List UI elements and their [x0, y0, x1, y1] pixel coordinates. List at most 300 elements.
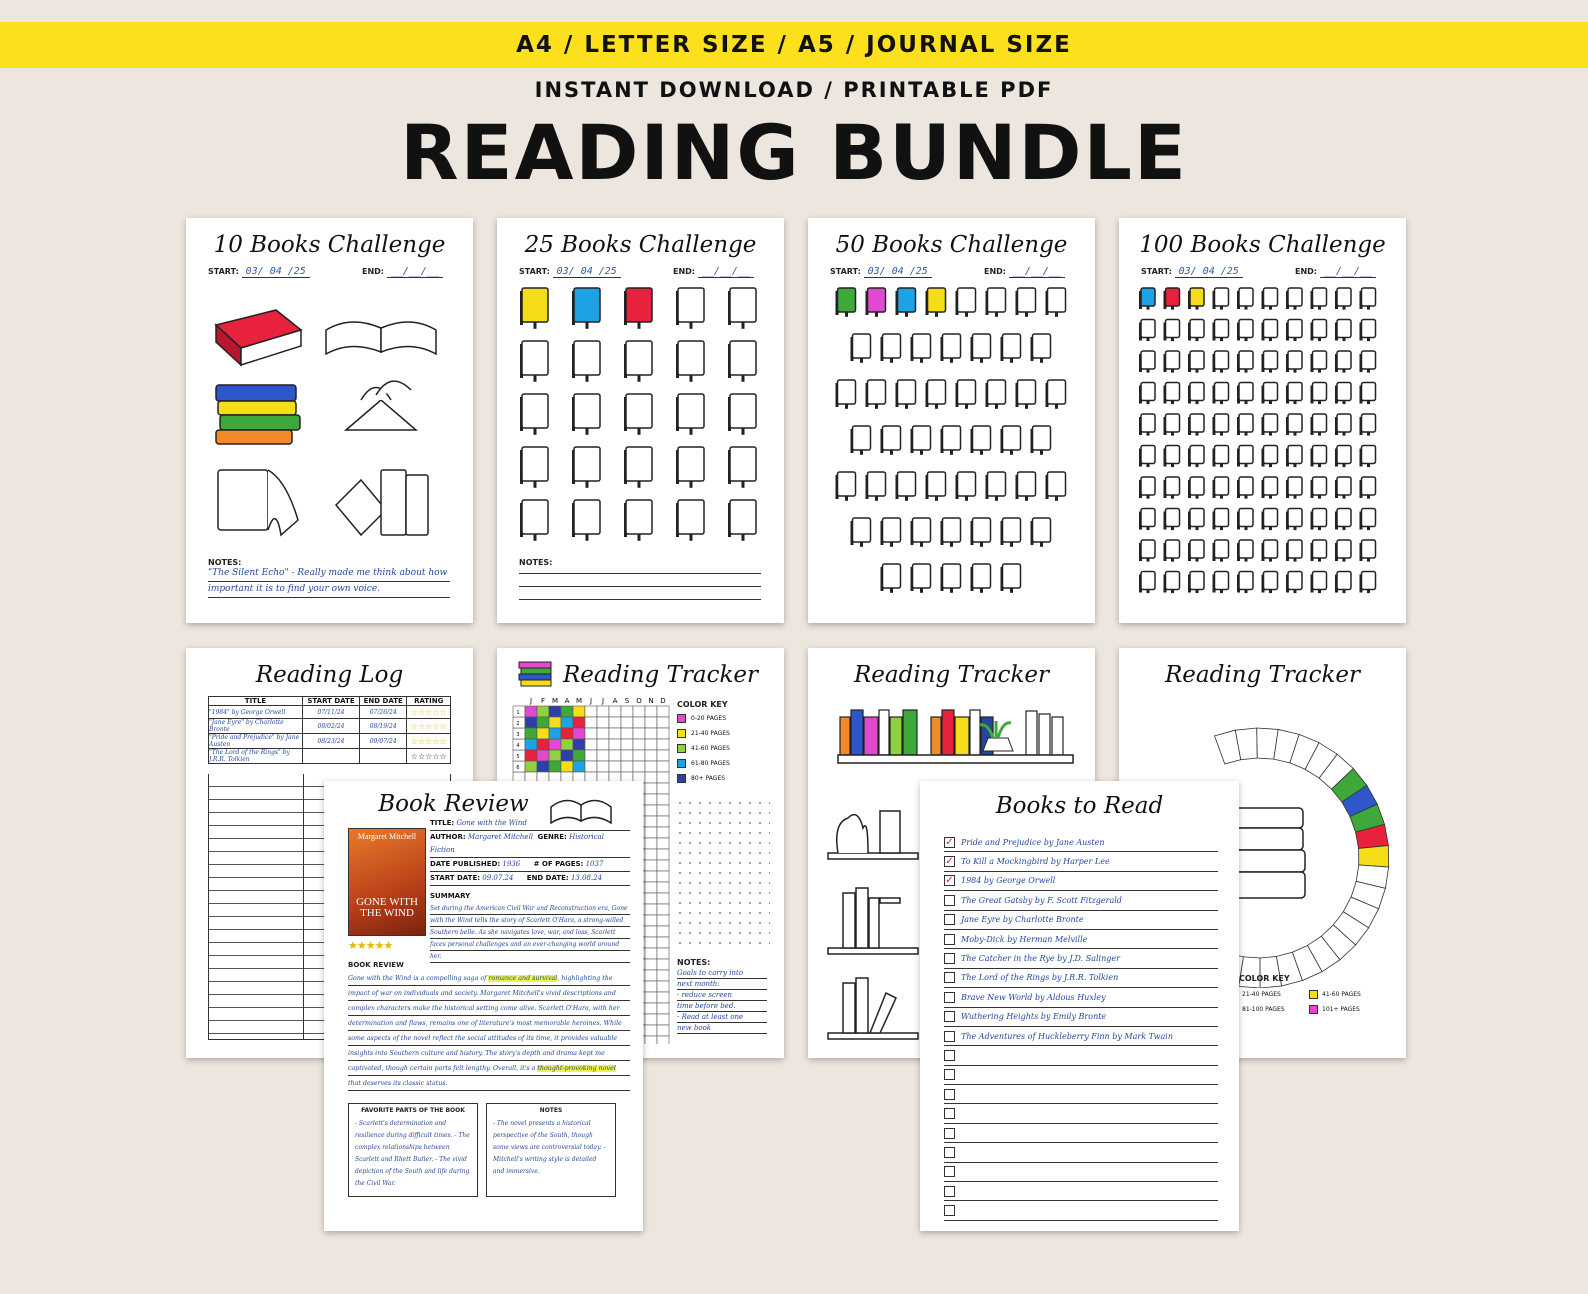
book-slot-icon [971, 564, 991, 593]
shelf-book-icon [864, 717, 878, 755]
tracker-cell [609, 717, 621, 728]
book-slot-icon [728, 500, 756, 541]
checkbox-icon[interactable] [944, 992, 955, 1003]
tracker-cell [657, 948, 669, 959]
book-slot-icon [520, 288, 548, 329]
book-slot-icon [911, 518, 931, 547]
tracker-cell [645, 1036, 657, 1044]
tracker-cell [645, 1003, 657, 1014]
tracker-cell [657, 882, 669, 893]
list-item [944, 988, 1218, 1007]
star-rating-icon: ☆☆☆☆☆ [407, 749, 451, 764]
tracker-cell [537, 706, 549, 717]
book-slot-icon [1311, 509, 1327, 531]
book-slot-icon [676, 500, 704, 541]
book-slot-icon [1213, 383, 1229, 405]
book-slot-icon [1164, 414, 1180, 436]
book-slot-icon [1360, 540, 1376, 562]
tracker-cell [645, 761, 657, 772]
tracker-cell [609, 761, 621, 772]
book-slot-icon [1360, 383, 1376, 405]
book-slot-icon [572, 341, 600, 382]
book-slot-icon [926, 288, 946, 317]
card-title: 10 Books Challenge [213, 232, 446, 258]
book-slot-icon [1139, 414, 1155, 436]
month-label: M [575, 697, 583, 705]
cell-start: 08/23/24 [303, 734, 360, 749]
tracker-cell [657, 926, 669, 937]
shelf-book-icon [840, 717, 850, 755]
book-slot-icon [896, 380, 916, 409]
book-stack-icon [216, 385, 300, 444]
tracker-cell [549, 706, 561, 717]
tracker-cell [645, 1025, 657, 1036]
book-slot-icon [1188, 288, 1204, 310]
tracker-cell [537, 728, 549, 739]
book-slot-icon [1164, 572, 1180, 594]
tracker-cell [657, 706, 669, 717]
book-slot-icon [1016, 380, 1036, 409]
banner-text: A4 / LETTER SIZE / A5 / JOURNAL SIZE [516, 32, 1072, 58]
tracker-cell [621, 739, 633, 750]
card-book-review [324, 781, 643, 1231]
start-date: START: 03/ 04 /25 [519, 266, 621, 277]
book-title: The Lord of the Rings by J.R.R. Tolkien [961, 973, 1119, 983]
book-slot-icon [971, 518, 991, 547]
book-slot-icon [866, 380, 886, 409]
flipping-book-icon [218, 470, 298, 535]
color-key-item [1229, 990, 1299, 999]
tracker-cell [609, 728, 621, 739]
color-key-title: COLOR KEY [677, 700, 728, 709]
tracker-cell [657, 750, 669, 761]
tracker-cell [597, 739, 609, 750]
review-notes-box: NOTES - The novel presents a historical perspective of the South, though some views are controversial today. - Mitchell's writing style is detailed and immersive. [486, 1103, 616, 1197]
book-title: 1984 by George Orwell [961, 876, 1056, 886]
book-slot-icon [1360, 477, 1376, 499]
book-slot-icon [1262, 288, 1278, 310]
list-item [944, 1046, 1218, 1065]
checked-checkbox-icon[interactable]: ✓ [945, 875, 954, 887]
book-slot-icon [1016, 472, 1036, 501]
tracker-cell [561, 728, 573, 739]
book-illustrations [186, 290, 473, 570]
table-row [209, 719, 451, 734]
book-slot-icon [1213, 414, 1229, 436]
book-slot-icon [1139, 477, 1155, 499]
book-slot-icon [1213, 477, 1229, 499]
tracker-cell [573, 706, 585, 717]
checkbox-icon[interactable] [944, 934, 955, 945]
book-title: Brave New World by Aldous Huxley [961, 992, 1106, 1002]
tracker-cell [585, 728, 597, 739]
book-slot-icon [1001, 334, 1021, 363]
shelf-book-icon [851, 710, 863, 755]
book-slot-icon [1286, 351, 1302, 373]
tracker-cell [657, 904, 669, 915]
book-slot-icon [911, 334, 931, 363]
book-slot-icon [520, 447, 548, 488]
start-date: START: 03/ 04 /25 [830, 266, 932, 277]
book-slot-icon [1139, 320, 1155, 342]
checkbox-icon[interactable] [944, 1011, 955, 1022]
book-slot-icon [1237, 414, 1253, 436]
end-date: END: __/__/__ [984, 266, 1065, 277]
color-swatch [1309, 990, 1318, 999]
month-label: J [589, 697, 593, 705]
book-slot-icon [926, 380, 946, 409]
book-slot-icon [1335, 446, 1351, 468]
book-title: The Catcher in the Rye by J.D. Salinger [961, 954, 1120, 964]
month-label: J [601, 697, 605, 705]
book-slot-icon [1188, 477, 1204, 499]
checkbox-icon[interactable] [944, 953, 955, 964]
color-key-item [677, 774, 730, 783]
book-slot-icon [1031, 334, 1051, 363]
month-label: O [636, 697, 642, 705]
tracker-cell [525, 739, 537, 750]
book-slot-icon [1262, 540, 1278, 562]
cell-start: 08/02/24 [303, 719, 360, 734]
shelf-book-icon [970, 710, 980, 755]
day-label: 6 [516, 765, 520, 771]
day-label: 4 [516, 743, 520, 749]
list-item [944, 852, 1218, 871]
book-slot-icon [1046, 380, 1066, 409]
book-slot-icon [941, 334, 961, 363]
book-title: The Adventures of Huckleberry Finn by Mark Twain [961, 1031, 1173, 1041]
book-slot-icon [1335, 572, 1351, 594]
tracker-cell [573, 750, 585, 761]
book-slot-icon [1139, 572, 1155, 594]
book-title: Moby-Dick by Herman Melville [961, 934, 1088, 944]
card-10-books-challenge [186, 218, 473, 623]
book-slot-icon [1335, 288, 1351, 310]
book-slot-icon [836, 288, 856, 317]
book-slot-icon [971, 334, 991, 363]
tracker-cell [657, 992, 669, 1003]
book-slot-icon [1164, 509, 1180, 531]
note-line-2: important it is to find your own voice. [208, 584, 381, 594]
book-slot-icon [986, 472, 1006, 501]
book-slot-icon [1213, 320, 1229, 342]
cell-start: 07/11/24 [303, 706, 360, 719]
book-slot-icon [971, 426, 991, 455]
tracker-cell [657, 739, 669, 750]
book-slot-icon [1237, 351, 1253, 373]
tracker-cell [657, 794, 669, 805]
shelf-book-icon [1039, 714, 1050, 755]
tracker-cell [657, 970, 669, 981]
checkbox-icon[interactable] [944, 1205, 955, 1216]
tracker-cell [657, 915, 669, 926]
book-slot-icon [911, 426, 931, 455]
book-slot-icon [941, 426, 961, 455]
end-date: END: __/__/__ [1295, 266, 1376, 277]
book-slot-icon [1311, 572, 1327, 594]
tracker-cell [657, 761, 669, 772]
color-swatch [1309, 1005, 1318, 1014]
list-item [944, 911, 1218, 930]
tracker-cell [657, 772, 669, 783]
book-slot-icon [836, 472, 856, 501]
shelf-book-icon [931, 717, 941, 755]
card-title: 100 Books Challenge [1139, 232, 1386, 258]
book-slot-icon [1188, 383, 1204, 405]
tracker-cell [561, 739, 573, 750]
tracker-cell [657, 717, 669, 728]
book-slot-icon [572, 447, 600, 488]
book-slot-icon [926, 472, 946, 501]
tracker-cell [621, 717, 633, 728]
card-title: Reading Tracker [562, 662, 759, 688]
checked-checkbox-icon[interactable]: ✓ [945, 856, 954, 868]
book-slot-icon [1286, 383, 1302, 405]
book-slot-icon [1139, 540, 1155, 562]
book-slot-icon [1286, 540, 1302, 562]
book-slot-icon [1188, 351, 1204, 373]
tracker-cell [657, 1014, 669, 1025]
book-slot-icon [1046, 288, 1066, 317]
tracker-cell [645, 860, 657, 871]
tracker-cell [573, 728, 585, 739]
shelf-book-icon [942, 710, 954, 755]
book-slot-icon [1262, 477, 1278, 499]
book-slot-icon [1237, 540, 1253, 562]
checkbox-icon[interactable] [944, 1147, 955, 1158]
book-slot-icon [728, 341, 756, 382]
star-rating-icon: ☆☆☆☆☆ [407, 706, 451, 719]
card-title: Books to Read [995, 793, 1164, 819]
card-title: 50 Books Challenge [835, 232, 1068, 258]
book-slot-icon [1139, 383, 1155, 405]
tracker-cell [597, 706, 609, 717]
tracker-cell [585, 761, 597, 772]
checkbox-icon[interactable] [944, 1069, 955, 1080]
book-title: Wuthering Heights by Emily Bronte [961, 1012, 1107, 1022]
tracker-cell [525, 706, 537, 717]
tracker-cell [537, 750, 549, 761]
book-slot-icon [881, 564, 901, 593]
day-label: 3 [516, 732, 520, 738]
book-slot-icon [1139, 446, 1155, 468]
list-item [944, 930, 1218, 949]
tracker-cell [621, 750, 633, 761]
book-slot-icon [1311, 351, 1327, 373]
book-slot-icon [1360, 509, 1376, 531]
book-slot-icon [881, 426, 901, 455]
card-books-to-read [920, 781, 1239, 1231]
checkbox-icon[interactable] [944, 1128, 955, 1139]
shelf-book-icon [955, 717, 969, 755]
book-slot-icon [1213, 572, 1229, 594]
tracker-cell [573, 761, 585, 772]
tracker-cell [525, 728, 537, 739]
tracker-cell [585, 706, 597, 717]
subtitle: INSTANT DOWNLOAD / PRINTABLE PDF [534, 78, 1054, 102]
tracker-cell [645, 882, 657, 893]
col-title: TITLE [209, 697, 303, 706]
book-slot-icon [1188, 320, 1204, 342]
note-line: new book [677, 1023, 767, 1034]
book-slot-icon [624, 394, 652, 435]
tracker-cell [657, 860, 669, 871]
tracker-cell [597, 750, 609, 761]
notes-label: NOTES: [519, 558, 553, 567]
book-slot-icon [1311, 383, 1327, 405]
book-slot-icon [1237, 446, 1253, 468]
tracker-cell [525, 761, 537, 772]
tracker-cell [609, 739, 621, 750]
empty-shelves-icon [828, 811, 918, 1039]
checkbox-icon[interactable] [944, 1108, 955, 1119]
book-slot-icon [1213, 540, 1229, 562]
book-slot-icon [1164, 320, 1180, 342]
book-slot-icon [836, 380, 856, 409]
note-line: time before bed. [677, 1001, 767, 1012]
checkbox-icon[interactable] [944, 1186, 955, 1197]
checkbox-icon[interactable] [944, 895, 955, 906]
tracker-cell [645, 728, 657, 739]
tracker-cell [549, 761, 561, 772]
book-slot-icon [1311, 540, 1327, 562]
list-item [944, 1085, 1218, 1104]
log-table [208, 696, 451, 764]
tracker-cell [645, 926, 657, 937]
list-item [944, 833, 1218, 852]
tracker-cell [525, 717, 537, 728]
shelf-1 [838, 755, 1073, 763]
tracker-cell [645, 816, 657, 827]
book-title: Pride and Prejudice by Jane Austen [961, 837, 1105, 847]
end-date: END: __/__/__ [673, 266, 754, 277]
book-slot-icon [572, 288, 600, 329]
card-title: Reading Tracker [1164, 662, 1361, 688]
star-rating-icon: ☆☆☆☆☆ [407, 734, 451, 749]
checkbox-icon[interactable] [944, 1031, 955, 1042]
tracker-cell [549, 750, 561, 761]
day-label: 5 [516, 754, 520, 760]
book-slot-icon [1335, 477, 1351, 499]
tracker-cell [657, 937, 669, 948]
book-slot-icon [1286, 446, 1302, 468]
month-label: S [624, 697, 630, 705]
book-slot-icon [1360, 288, 1376, 310]
card-title: Reading Log [255, 662, 404, 688]
tracker-cell [585, 717, 597, 728]
book-title: The Great Gatsby by F. Scott Fitzgerald [961, 895, 1122, 905]
tracker-cell [657, 838, 669, 849]
tracker-cell [633, 750, 645, 761]
book-slot-icon [866, 288, 886, 317]
tracker-cell [645, 827, 657, 838]
book-slot-icon [1286, 320, 1302, 342]
color-key-label: 101+ PAGES [1322, 1006, 1360, 1013]
list-item [944, 1201, 1218, 1220]
start-date: START: 03/ 04 /25 [1141, 266, 1243, 277]
checkbox-icon[interactable] [944, 1089, 955, 1100]
tracker-cell [657, 1036, 669, 1044]
book-slot-icon [1188, 414, 1204, 436]
tracker-cell [561, 706, 573, 717]
tracker-cell [645, 838, 657, 849]
book-slot-icon [851, 426, 871, 455]
color-key-title: COLOR KEY [1239, 974, 1290, 983]
tracker-cell [645, 717, 657, 728]
book-slot-icon [986, 380, 1006, 409]
book-slot-icon [1311, 414, 1327, 436]
book-slot-icon [572, 500, 600, 541]
tracker-cell [657, 959, 669, 970]
list-item [944, 891, 1218, 910]
books-to-read-list [944, 833, 1218, 1221]
tracker-cell [645, 794, 657, 805]
checkbox-icon[interactable] [944, 1050, 955, 1061]
book-slot-icon [1164, 540, 1180, 562]
end-date: END: __/__/__ [362, 266, 443, 277]
book-slot-icon [851, 334, 871, 363]
month-label: J [529, 697, 533, 705]
book-slot-icon [911, 564, 931, 593]
book-slot-icon [881, 518, 901, 547]
book-slot-icon [1164, 477, 1180, 499]
day-label: 1 [516, 710, 520, 716]
book-slot-icon [1237, 477, 1253, 499]
book-slot-icon [1046, 472, 1066, 501]
book-slot-icon [1286, 288, 1302, 310]
month-label: D [660, 697, 666, 705]
color-key-item [1309, 990, 1379, 999]
list-item [944, 1182, 1218, 1201]
cell-end: 07/26/24 [360, 706, 407, 719]
book-slot-icon [1311, 477, 1327, 499]
color-key-label: 21-40 PAGES [1242, 991, 1281, 998]
book-slot-icon [1213, 351, 1229, 373]
book-slot-icon [1335, 383, 1351, 405]
tracker-cell [645, 893, 657, 904]
tracker-cell [645, 948, 657, 959]
book-slot-icon [1262, 351, 1278, 373]
day-segment [1359, 846, 1389, 868]
color-key-label: 81-100 PAGES [1242, 1006, 1285, 1013]
book-slot-icon [1213, 509, 1229, 531]
color-key-item [677, 759, 730, 768]
tracker-cell [645, 1014, 657, 1025]
tracker-cell [645, 783, 657, 794]
checkbox-icon[interactable] [944, 1166, 955, 1177]
table-row [209, 749, 451, 764]
tracker-cell [657, 805, 669, 816]
checked-checkbox-icon[interactable]: ✓ [945, 836, 954, 848]
tracker-cell [549, 739, 561, 750]
tracker-cell [597, 728, 609, 739]
main-title: READING BUNDLE [400, 108, 1188, 197]
book-slot-icon [1311, 288, 1327, 310]
note-line: next month: [677, 979, 767, 990]
book-slot-icon [1286, 477, 1302, 499]
book-slot-icon [1237, 320, 1253, 342]
tracker-cell [537, 717, 549, 728]
checkbox-icon[interactable] [944, 972, 955, 983]
tracker-cell [537, 761, 549, 772]
color-swatch [677, 744, 686, 753]
checkbox-icon[interactable] [944, 914, 955, 925]
color-swatch [677, 714, 686, 723]
tracker-cell [645, 970, 657, 981]
table-row [209, 734, 451, 749]
tracker-cell [561, 717, 573, 728]
tracker-cell [609, 750, 621, 761]
